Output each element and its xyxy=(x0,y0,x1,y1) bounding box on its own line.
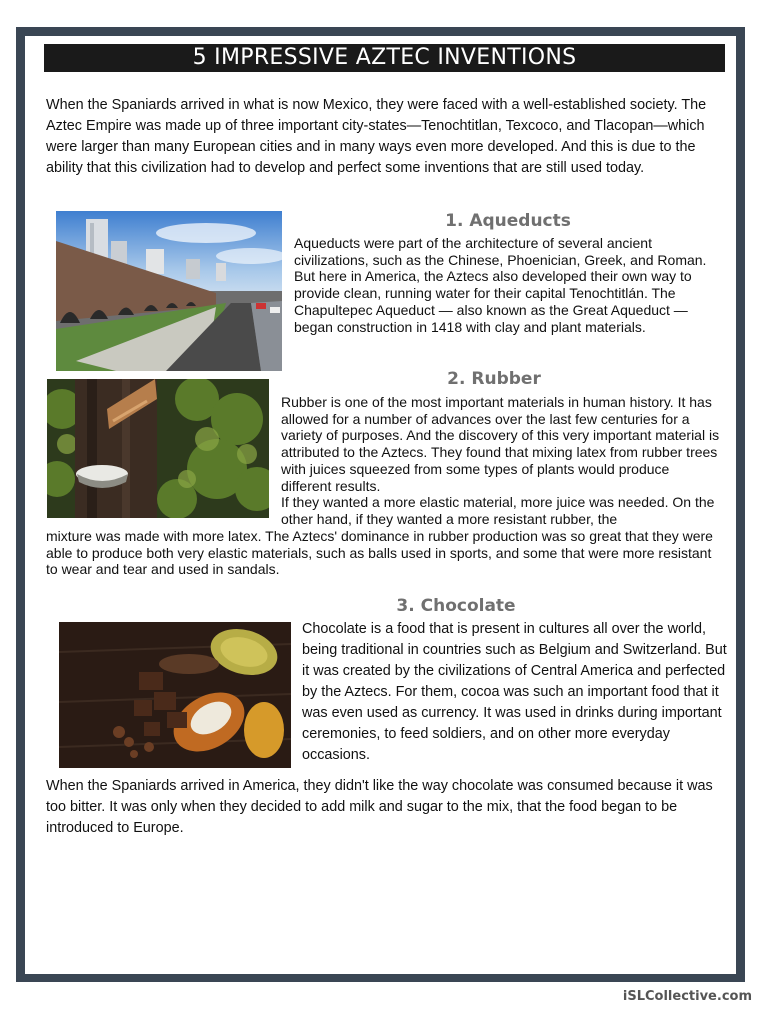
section-text-chocolate: Chocolate is a food that is present in cultures all over the world, being traditional in countries such as Belgium and Switzerland. But it was created by the civilizations of Central America and perfected by the Aztecs. For them, cocoa was such an important food that it was even used as currency. It was used in drinks during important ceremonies, to feed soldiers, and on other more everyday occasions. xyxy=(302,621,727,763)
section-heading-rubber: 2. Rubber xyxy=(447,369,541,389)
chocolate-cocoa-image xyxy=(59,622,291,768)
watermark-footer: iSLCollective.com xyxy=(622,989,752,1004)
page-title: 5 IMPRESSIVE AZTEC INVENTIONS xyxy=(44,44,725,72)
closing-paragraph: When the Spaniards arrived in America, they didn't like the way chocolate was consumed because it was too bitter. It was only when they decided to add milk and sugar to the mix, that the food began to be introduced to Europe. xyxy=(46,778,713,836)
section-text-aqueducts: Aqueducts were part of the architecture of several ancient civilizations, such as the Chinese, Phoenician, Greek, and Roman. But here in America, the Aztecs also developed their own way to provide clean, running water for their capital Tenochtitlán. The Chapultepec Aqueduct — also known as the Great Aqueduct — began construction in 1418 with clay and plant materials. xyxy=(294,235,707,335)
section-text-rubber-3: mixture was made with more latex. The Aztecs' dominance in rubber production was so great that they were able to produce both very elastic materials, such as balls used in sports, and some that were more resistant to wear and tear and used in sandals. xyxy=(46,528,713,578)
rubber-tree-image xyxy=(47,379,269,518)
section-text-rubber: Rubber is one of the most important materials in human history. It has allowed for a number of advances over the last few centuries for a variety of purposes. And the discovery of this very important material is attributed to the Aztecs. They found that mixing latex from rubber trees with juices squeezed from some types of plants would produce different results. xyxy=(281,394,720,494)
aqueduct-image xyxy=(56,211,282,371)
section-heading-chocolate: 3. Chocolate xyxy=(396,596,516,616)
intro-paragraph: When the Spaniards arrived in what is now Mexico, they were faced with a well-established society. The Aztec Empire was made up of three important city-states—Tenochtitlan, Texcoco, and Tlacopan—which were larger than many European cities and in many ways even more developed. And this is due to the ability that this civilization had to develop and perfect some inventions that are still used today. xyxy=(46,97,707,176)
section-heading-aqueducts: 1. Aqueducts xyxy=(445,211,571,231)
section-text-rubber-2: If they wanted a more elastic material, more juice was needed. On the other hand, if they wanted a more resistant rubber, the xyxy=(281,494,715,527)
